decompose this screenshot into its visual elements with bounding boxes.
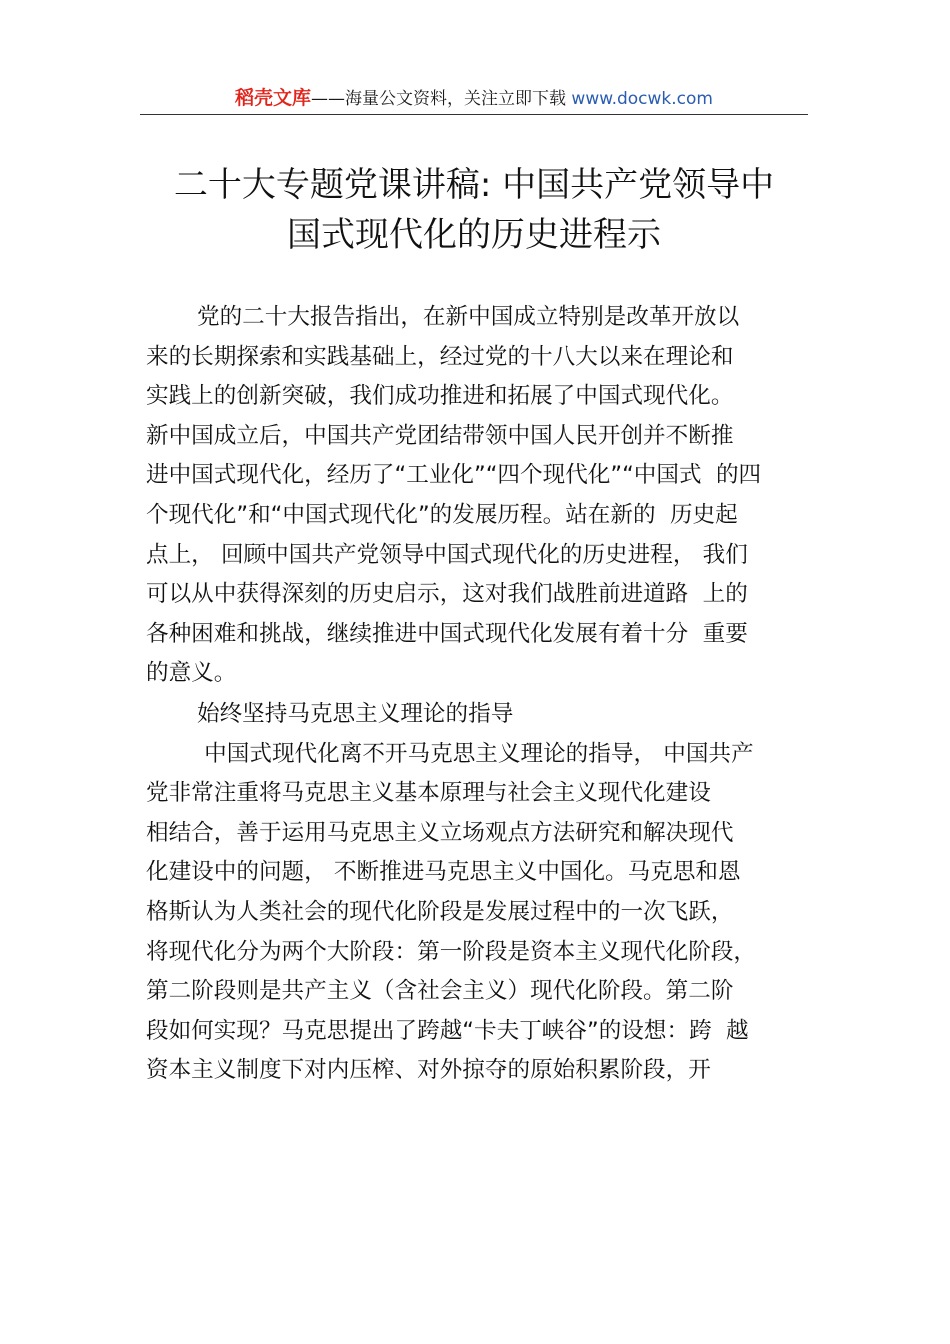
paragraph-line: 资本主义制度下对内压榨、对外掠夺的原始积累阶段，开 [146, 1057, 711, 1084]
paragraph-line: 点上， 回顾中国共产党领导中国式现代化的历史进程， 我们 [146, 541, 748, 568]
header-tagline: ——海量公文资料，关注立即下载 [311, 89, 572, 109]
paragraph-line: 实践上的创新突破，我们成功推进和拓展了中国式现代化。 [146, 383, 734, 410]
paragraph-line: 相结合，善于运用马克思主义立场观点方法研究和解决现代 [146, 819, 734, 846]
paragraph-line: 党的二十大报告指出，在新中国成立特别是改革开放以 [197, 304, 740, 330]
paragraph-line: 各种困难和挑战，继续推进中国式现代化发展有着十分 重要 [146, 620, 748, 647]
paragraph-line: 第二阶段则是共产主义（含社会主义）现代化阶段。第二阶 [146, 978, 734, 1005]
paragraph-line: 将现代化分为两个大阶段：第一阶段是资本主义现代化阶段， [146, 938, 757, 965]
paragraph-intro [146, 298, 826, 694]
document-title [140, 160, 808, 260]
header-divider [140, 114, 808, 115]
brand-name: 稻壳文库 [235, 87, 312, 109]
paragraph-line: 进中国式现代化，经历了“工业化”“四个现代化”“中国式 的四 [146, 462, 762, 489]
paragraph-line: 格斯认为人类社会的现代化阶段是发展过程中的一次飞跃， [146, 898, 734, 925]
document-body [146, 298, 826, 1091]
paragraph-line: 来的长期探索和实践基础上，经过党的十八大以来在理论和 [146, 343, 734, 370]
page-header [140, 84, 808, 112]
section-heading: 始终坚持马克思主义理论的指导 [197, 700, 514, 727]
title-line: 二十大专题党课讲稿: 中国共产党领导中 [173, 165, 775, 205]
paragraph-line: 的意义。 [146, 660, 237, 687]
paragraph-line: 新中国成立后，中国共产党团结带领中国人民开创并不断推 [146, 422, 734, 449]
paragraph-line: 段如何实现？马克思提出了跨越“卡夫丁峡谷”的设想：跨 越 [146, 1017, 749, 1044]
paragraph-line: 化建设中的问题， 不断推进马克思主义中国化。马克思和恩 [146, 859, 741, 886]
title-line: 国式现代化的历史进程示 [287, 215, 661, 255]
paragraph-line: 可以从中获得深刻的历史启示，这对我们战胜前进道路 上的 [146, 581, 748, 608]
paragraph-line: 党非常注重将马克思主义基本原理与社会主义现代化建设 [146, 780, 711, 807]
paragraph-line: 个现代化”和“中国式现代化”的发展历程。站在新的 历史起 [146, 501, 738, 528]
paragraph-marxism [146, 735, 826, 1091]
paragraph-line: 中国式现代化离不开马克思主义理论的指导， 中国共产 [197, 740, 754, 767]
header-url-link[interactable]: www.docwk.com [571, 89, 713, 109]
